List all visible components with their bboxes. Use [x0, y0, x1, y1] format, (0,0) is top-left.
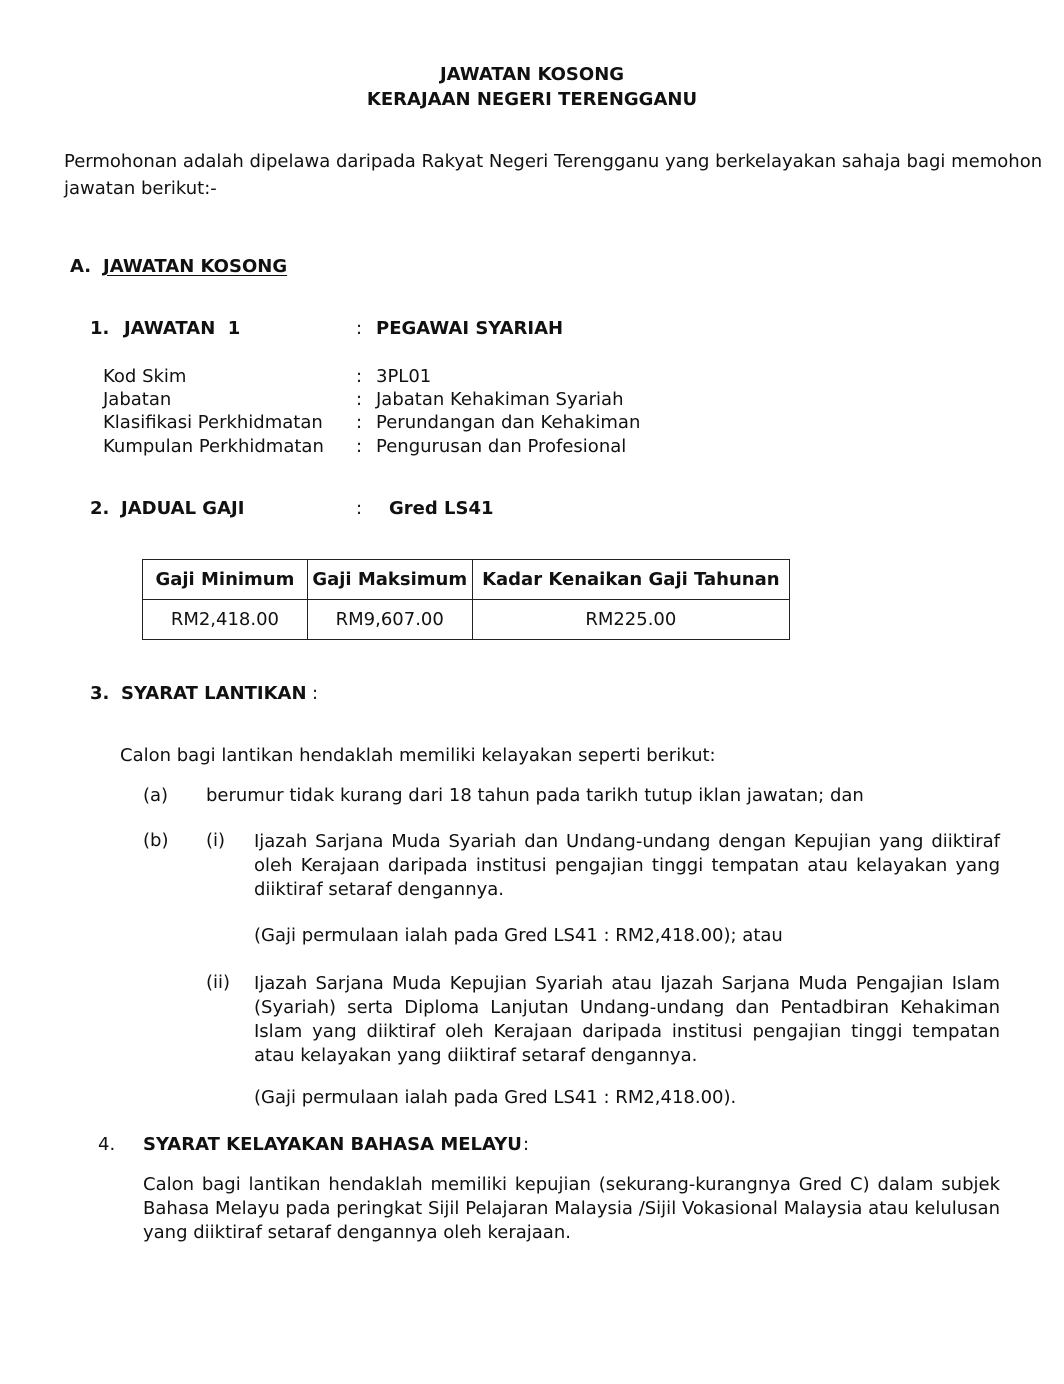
document-subtitle: KERAJAAN NEGERI TERENGGANU — [366, 89, 698, 110]
detail-colon: : — [356, 389, 363, 410]
item-b-ii-marker: (ii) — [206, 972, 231, 993]
detail-label-jabatan: Jabatan — [103, 389, 172, 410]
detail-colon: : — [356, 436, 363, 457]
intro-line-1: Permohonan adalah dipelawa daripada Rakyat Negeri Terengganu yang berkelayakan sahaja bagi memohon — [64, 151, 1043, 172]
item-b-i-marker: (i) — [206, 830, 226, 851]
detail-colon: : — [356, 366, 363, 387]
jadual-gaji-number: 2. — [90, 498, 110, 519]
jadual-gaji-colon: : — [356, 498, 363, 519]
syarat-bahasa-colon: : — [523, 1134, 530, 1155]
jawatan-label: JAWATAN 1 — [124, 318, 241, 339]
table-cell: RM9,607.00 — [307, 600, 472, 640]
detail-label-kumpulan: Kumpulan Perkhidmatan — [103, 436, 324, 457]
detail-label-klasifikasi: Klasifikasi Perkhidmatan — [103, 412, 323, 433]
syarat-lantikan-label: SYARAT LANTIKAN — [121, 683, 307, 704]
item-b-marker: (b) — [143, 830, 169, 851]
jadual-gaji-value: Gred LS41 — [389, 498, 494, 519]
syarat-lantikan-number: 3. — [90, 683, 110, 704]
detail-value-kod-skim: 3PL01 — [376, 366, 432, 387]
detail-value-klasifikasi: Perundangan dan Kehakiman — [376, 412, 641, 433]
item-a-marker: (a) — [143, 785, 169, 806]
jawatan-number: 1. — [90, 318, 110, 339]
table-header: Gaji Maksimum — [307, 560, 472, 600]
salary-table — [142, 559, 790, 640]
intro-line-2: jawatan berikut:- — [64, 178, 217, 199]
jawatan-value: PEGAWAI SYARIAH — [376, 318, 564, 339]
document-title: JAWATAN KOSONG — [439, 64, 625, 85]
syarat-bahasa-number: 4. — [98, 1134, 116, 1155]
item-b-i-text: Ijazah Sarjana Muda Syariah dan Undang-undang dengan Kepujian yang diiktiraf oleh Kerajaan daripada institusi pengajian tinggi tempatan atau kelayakan yang diiktiraf setaraf dengannya. — [254, 831, 1000, 900]
item-a-text: berumur tidak kurang dari 18 tahun pada tarikh tutup iklan jawatan; dan — [206, 785, 864, 806]
jadual-gaji-label: JADUAL GAJI — [121, 498, 245, 519]
item-b-ii-text: Ijazah Sarjana Muda Kepujian Syariah atau Ijazah Sarjana Muda Pengajian Islam (Syariah) serta Diploma Lanjutan Undang-undang dan Pentadbiran Kehakiman Islam yang diiktiraf oleh Kerajaan daripada institusi pengajian tinggi tempatan atau kelayakan yang diiktiraf setaraf dengannya. — [254, 973, 1000, 1066]
section-a-title: JAWATAN KOSONG — [103, 256, 288, 277]
table-row — [143, 600, 790, 640]
table-header: Kadar Kenaikan Gaji Tahunan — [472, 560, 789, 600]
table-header: Gaji Minimum — [143, 560, 308, 600]
item-b-ii-gaji: (Gaji permulaan ialah pada Gred LS41 : RM2,418.00). — [254, 1087, 737, 1108]
detail-colon: : — [356, 412, 363, 433]
detail-value-jabatan: Jabatan Kehakiman Syariah — [376, 389, 624, 410]
syarat-lantikan-intro: Calon bagi lantikan hendaklah memiliki kelayakan seperti berikut: — [120, 745, 716, 766]
table-header-row — [143, 560, 790, 600]
jawatan-colon: : — [356, 318, 363, 339]
table-cell: RM225.00 — [472, 600, 789, 640]
syarat-bahasa-label: SYARAT KELAYAKAN BAHASA MELAYU — [143, 1134, 522, 1155]
section-a-letter: A. — [70, 256, 92, 277]
table-cell: RM2,418.00 — [143, 600, 308, 640]
syarat-bahasa-text: Calon bagi lantikan hendaklah memiliki kepujian (sekurang-kurangnya Gred C) dalam subjek Bahasa Melayu pada peringkat Sijil Pelajaran Malaysia /Sijil Vokasional Malaysia atau kelulusan yang diiktiraf setaraf dengannya oleh kerajaan. — [143, 1174, 1000, 1243]
detail-label-kod-skim: Kod Skim — [103, 366, 187, 387]
detail-value-kumpulan: Pengurusan dan Profesional — [376, 436, 627, 457]
syarat-lantikan-colon: : — [312, 683, 319, 704]
item-b-i-gaji: (Gaji permulaan ialah pada Gred LS41 : RM2,418.00); atau — [254, 925, 783, 946]
